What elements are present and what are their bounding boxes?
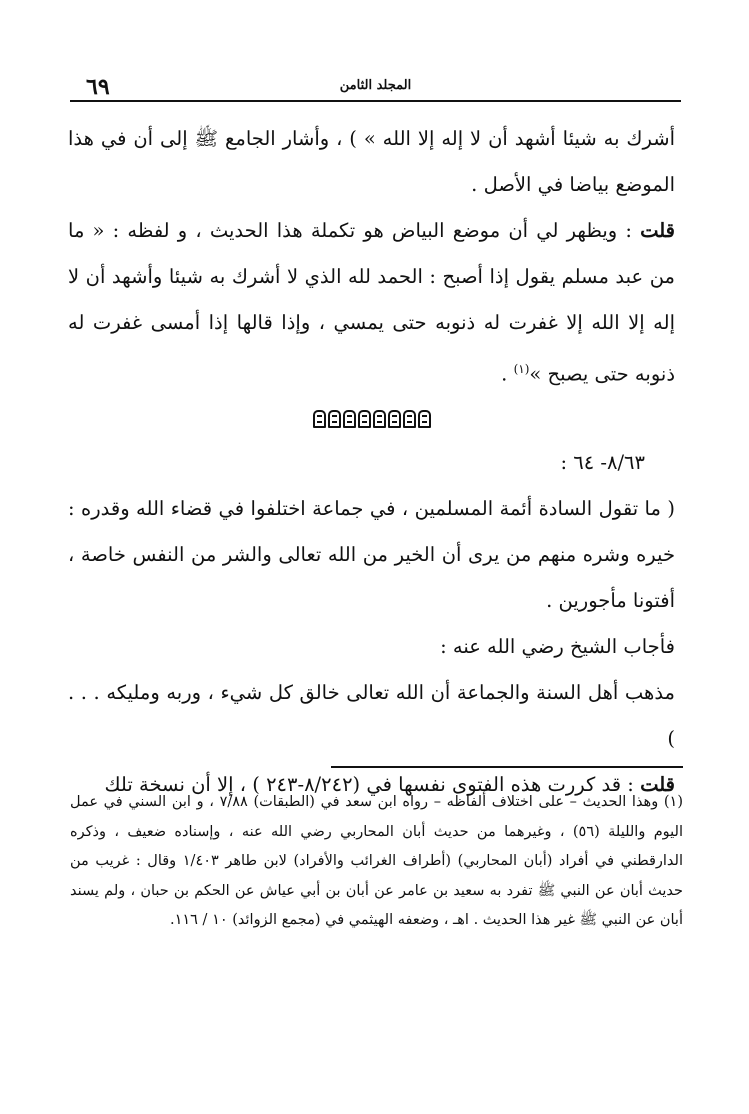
header-rule [70, 100, 681, 102]
answer-intro: فأجاب الشيخ رضي الله عنه : [440, 634, 675, 658]
note-label: قلت [640, 219, 676, 242]
fatwa-number: ٨/٦٣- ٦٤ : [560, 450, 645, 474]
main-text [68, 116, 675, 808]
paragraph: أشرك به شيئا أشهد أن لا إله إلا الله » ) ، وأشار الجامع ﷺ إلى أن في هذا الموضع بياضا في الأصل . [68, 127, 675, 196]
ornament-icon [388, 410, 401, 428]
paragraph-text: : ويظهر لي أن موضع البياض هو تكملة هذا الحديث ، و لفظه : « ما من عبد مسلم يقول إذا أصبح : الحمد لله الذي لا أشرك به شيئا وأشهد أن لا إله إلا الله إلا غفرت له ذنوبه حتى يمسي ، وإذا قالها إذا أمسى غفرت له ذنوبه حتى يصبح » [68, 219, 675, 386]
answer: مذهب أهل السنة والجماعة أن الله تعالى خالق كل شيء ، وربه ومليكه . . . ) [68, 680, 675, 750]
ornament-icon [418, 410, 431, 428]
ornament-icon [343, 410, 356, 428]
footnote-reference: (١) [513, 362, 530, 376]
ornament-icon [373, 410, 386, 428]
ornament-icon [313, 410, 326, 428]
footnote [70, 788, 683, 936]
question: ( ما تقول السادة أئمة المسلمين ، في جماعة اختلفوا في قضاء الله وقدره : خيره وشره منهم من يرى أن الخير من الله تعالى والشر من النفس خاصة ، أفتونا مأجورين . [68, 496, 675, 612]
footnote-rule [331, 766, 683, 768]
footnote-text: (١) وهذا الحديث – على اختلاف ألفاظه – رواه ابن سعد في (الطبقات) ٧/٨٨ ، و ابن السني في عمل اليوم والليلة (٥٦) ، وغيرهما من حديث أبان المحاربي رضي الله عنه ، وإسناده ضعيف ، وذكره الدارقطني في أفراد (أبان المحاربي) (أطراف الغرائب والأفراد) لابن طاهر ١/٤٠٣ وقال : غريب من حديث أبان عن النبي ﷺ تفرد به سعيد بن عامر عن أبان بن أبي عياش عن الحكم بن حبان ، ولم يسند أبان عن النبي ﷺ غير هذا الحديث . اهـ ، وضعفه الهيثمي في (مجمع الزوائد) ١٠ / ١١٦. [70, 794, 683, 928]
ornament-icon [358, 410, 371, 428]
note-label: قلت [640, 772, 675, 796]
section-divider [68, 398, 675, 440]
running-head: المجلد الثامن [339, 78, 412, 93]
ornament-icon [403, 410, 416, 428]
ornament-icon [328, 410, 341, 428]
paragraph-text: : قد كررت هذه الفتوى نفسها في (٨/٢٤٢-٢٤٣ ) ، إلا أن نسخة تلك [104, 772, 634, 796]
paragraph-end: . [501, 362, 514, 386]
paragraph [68, 208, 675, 398]
page-header [70, 72, 681, 102]
page-number: ٦٩ [86, 74, 110, 100]
